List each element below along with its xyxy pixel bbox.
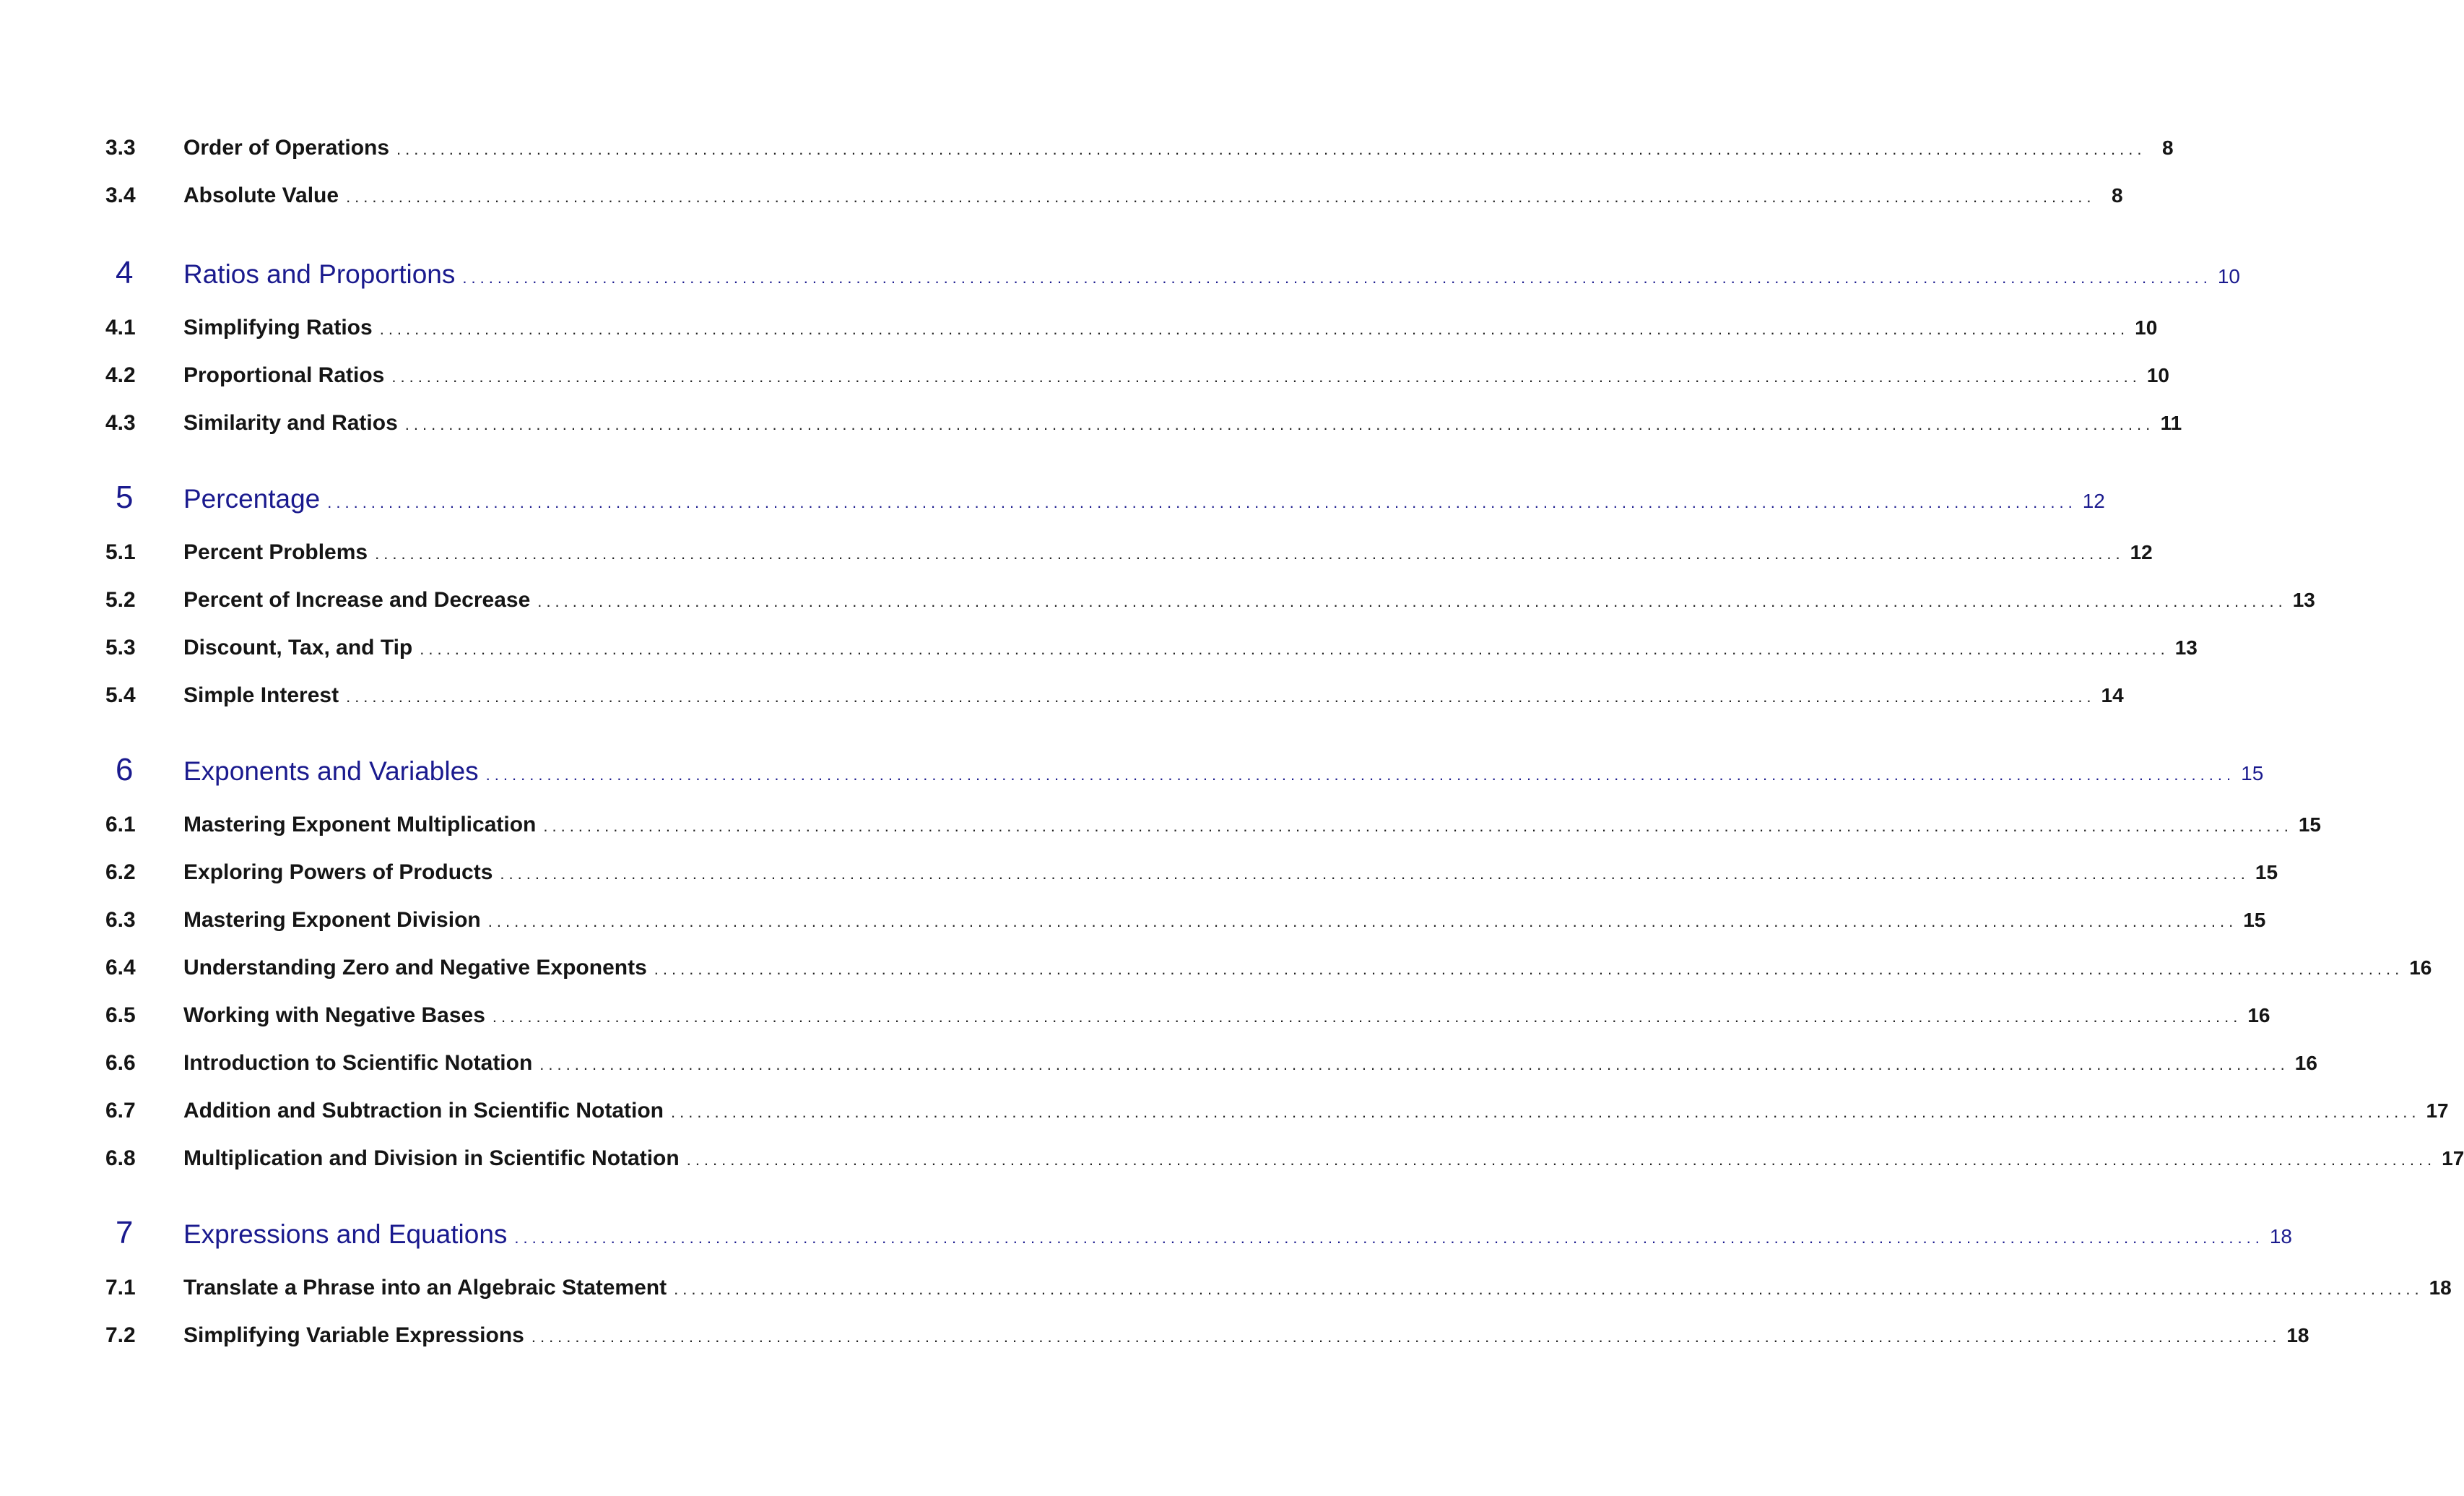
entry-title: Absolute Value — [183, 183, 339, 207]
entry-page-number: 12 — [2082, 490, 2105, 512]
entry-number: 6.6 — [105, 1051, 136, 1075]
entry-title: Order of Operations — [183, 136, 390, 160]
entry-page-number: 15 — [2243, 909, 2266, 931]
dot-leader: ........................................................................................................................................................................................................ — [539, 1055, 2289, 1073]
toc-section-entry[interactable] — [105, 1146, 2464, 1171]
dot-leader: ........................................................................................................................................................................................................ — [543, 817, 2293, 835]
dot-leader: ........................................................................................................................................................................................................ — [485, 766, 2236, 784]
entry-page-number: 13 — [2174, 636, 2198, 659]
toc-section-entry[interactable] — [105, 1276, 2452, 1300]
entry-page-number: 15 — [2255, 861, 2278, 883]
entry-page-number: 10 — [2217, 265, 2241, 287]
toc-section-entry[interactable] — [105, 813, 2321, 837]
dot-leader: ........................................................................................................................................................................................................ — [327, 493, 2077, 511]
toc-section-entry[interactable] — [105, 588, 2315, 613]
dot-leader: ........................................................................................................................................................................................................ — [531, 1328, 2281, 1346]
entry-page-number: 17 — [2426, 1099, 2449, 1122]
entry-number: 5.3 — [105, 636, 136, 660]
toc-section-entry[interactable] — [105, 636, 2198, 660]
toc-section-entry[interactable] — [105, 908, 2266, 933]
toc-section-entry[interactable] — [105, 1003, 2270, 1028]
dot-leader: ........................................................................................................................................................................................................ — [404, 415, 2155, 433]
entry-page-number: 16 — [2409, 956, 2432, 979]
toc-section-entry[interactable] — [105, 956, 2432, 980]
entry-number: 4.1 — [105, 316, 136, 340]
entry-number: 5 — [116, 480, 134, 515]
entry-number: 7.2 — [105, 1323, 136, 1347]
entry-page-number: 16 — [2247, 1004, 2270, 1026]
entry-number: 6.7 — [105, 1099, 136, 1123]
dot-leader: ........................................................................................................................................................................................................ — [500, 865, 2250, 883]
entry-number: 6.8 — [105, 1146, 136, 1170]
toc-section-entry[interactable] — [105, 540, 2153, 565]
entry-title: Exploring Powers of Products — [183, 860, 493, 884]
entry-title: Expressions and Equations — [183, 1219, 508, 1249]
toc-section-entry[interactable] — [105, 316, 2158, 340]
entry-number: 4.2 — [105, 363, 136, 387]
entry-number: 3.4 — [105, 183, 136, 207]
entry-number: 6.4 — [105, 956, 136, 980]
dot-leader: ........................................................................................................................................................................................................ — [462, 269, 2212, 287]
entry-page-number: 14 — [2101, 684, 2124, 706]
dot-leader: ........................................................................................................................................................................................................ — [396, 140, 2146, 158]
entry-number: 5.4 — [105, 683, 136, 707]
entry-title: Introduction to Scientific Notation — [183, 1051, 533, 1075]
entry-page-number: 18 — [2269, 1225, 2293, 1248]
entry-title: Mastering Exponent Multiplication — [183, 813, 537, 836]
dot-leader: ........................................................................................................................................................................................................ — [674, 1280, 2424, 1298]
entry-title: Multiplication and Division in Scientific Notation — [183, 1146, 680, 1170]
entry-title: Simplifying Variable Expressions — [183, 1323, 524, 1347]
entry-number: 6.5 — [105, 1003, 136, 1027]
entry-number: 5.2 — [105, 588, 136, 612]
entry-title: Mastering Exponent Division — [183, 908, 481, 932]
toc-section-entry[interactable] — [105, 1323, 2309, 1348]
entry-title: Translate a Phrase into an Algebraic Statement — [183, 1276, 667, 1300]
entry-page-number: 8 — [2111, 184, 2123, 207]
entry-page-number: 17 — [2442, 1147, 2464, 1169]
toc-section-entry[interactable] — [105, 136, 2174, 160]
entry-page-number: 10 — [2146, 364, 2169, 386]
entry-title: Understanding Zero and Negative Exponents — [183, 956, 647, 980]
entry-page-number: 18 — [2286, 1324, 2309, 1346]
entry-title: Simplifying Ratios — [183, 316, 373, 340]
toc-chapter-entry[interactable] — [105, 752, 2264, 788]
dot-leader: ........................................................................................................................................................................................................ — [670, 1103, 2421, 1121]
entry-number: 7 — [116, 1215, 134, 1250]
entry-title: Discount, Tax, and Tip — [183, 636, 413, 660]
toc-section-entry[interactable] — [105, 363, 2169, 388]
toc-section-entry[interactable] — [105, 1051, 2317, 1076]
entry-title: Working with Negative Bases — [183, 1003, 485, 1027]
entry-number: 3.3 — [105, 136, 136, 160]
dot-leader: ........................................................................................................................................................................................................ — [420, 640, 2169, 658]
entry-title: Addition and Subtraction in Scientific Notation — [183, 1099, 664, 1123]
entry-page-number: 11 — [2160, 412, 2182, 434]
entry-title: Ratios and Proportions — [183, 259, 456, 289]
entry-number: 4 — [116, 255, 134, 290]
entry-number: 6.1 — [105, 813, 136, 836]
entry-title: Percent Problems — [183, 540, 368, 564]
toc-section-entry[interactable] — [105, 411, 2182, 436]
entry-title: Exponents and Variables — [183, 756, 479, 786]
dot-leader: ........................................................................................................................................................................................................ — [346, 688, 2096, 706]
toc-section-entry[interactable] — [105, 683, 2124, 708]
entry-page-number: 13 — [2292, 589, 2315, 611]
entry-title: Simple Interest — [183, 683, 339, 707]
entry-page-number: 15 — [2241, 762, 2264, 784]
toc-section-entry[interactable] — [105, 1099, 2449, 1123]
dot-leader: ........................................................................................................................................................................................................ — [487, 912, 2238, 930]
entry-number: 6 — [116, 752, 134, 787]
toc-section-entry[interactable] — [105, 183, 2123, 208]
entry-title: Percentage — [183, 484, 321, 514]
entry-number: 4.3 — [105, 411, 136, 435]
toc-section-entry[interactable] — [105, 860, 2278, 885]
entry-title: Percent of Increase and Decrease — [183, 588, 531, 612]
toc-chapter-entry[interactable] — [105, 480, 2105, 516]
entry-title: Similarity and Ratios — [183, 411, 398, 435]
dot-leader: ........................................................................................................................................................................................................ — [346, 188, 2096, 206]
entry-number: 6.2 — [105, 860, 136, 884]
entry-title: Proportional Ratios — [183, 363, 385, 387]
toc-chapter-entry[interactable] — [105, 1215, 2293, 1251]
dot-leader: ........................................................................................................................................................................................................ — [391, 368, 2141, 386]
dot-leader: ........................................................................................................................................................................................................ — [686, 1151, 2437, 1169]
dot-leader: ........................................................................................................................................................................................................ — [654, 960, 2404, 978]
entry-number: 5.1 — [105, 540, 136, 564]
entry-number: 6.3 — [105, 908, 136, 932]
dot-leader: ........................................................................................................................................................................................................ — [379, 320, 2130, 338]
entry-page-number: 15 — [2298, 813, 2321, 836]
entry-page-number: 16 — [2294, 1052, 2317, 1074]
entry-page-number: 8 — [2161, 137, 2174, 159]
entry-page-number: 18 — [2429, 1276, 2452, 1299]
dot-leader: ........................................................................................................................................................................................................ — [537, 592, 2287, 610]
toc-chapter-entry[interactable] — [105, 255, 2241, 291]
dot-leader: ........................................................................................................................................................................................................ — [514, 1229, 2264, 1247]
dot-leader: ........................................................................................................................................................................................................ — [375, 545, 2125, 563]
entry-number: 7.1 — [105, 1276, 136, 1300]
dot-leader: ........................................................................................................................................................................................................ — [492, 1008, 2242, 1026]
entry-page-number: 10 — [2135, 316, 2158, 339]
entry-page-number: 12 — [2130, 541, 2153, 563]
